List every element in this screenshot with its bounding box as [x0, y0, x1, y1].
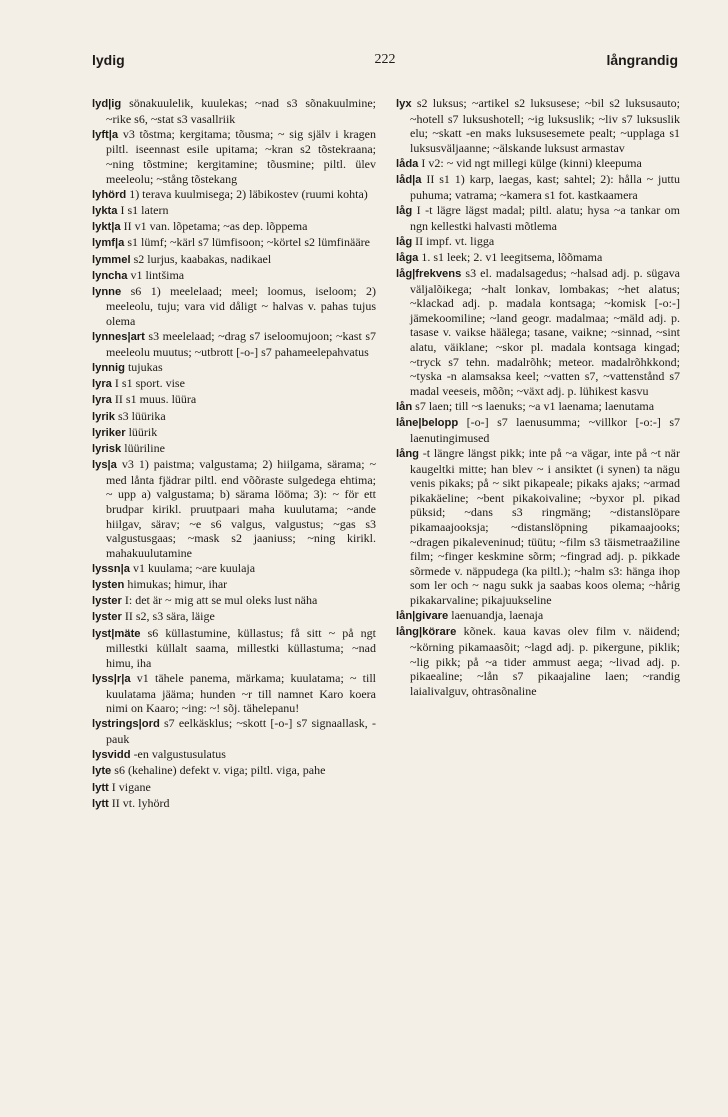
entry-headword: lyhörd: [92, 188, 127, 201]
entry-headword: lyra: [92, 378, 112, 391]
entry-definition: s3 el. madalsagedus; ~halsad adj. p. sügava väljalõikega; ~halt lonkav, lombakas; ~het alatus; ~klackad adj. p. madala kontsaga; ~komisk [-o:-] jämekoomiline; ~land geogr. madalmaa; ~mäld adj. p. tasase v. vaikse häälega; tasane, vaikne; ~sinnad, ~sint alatu, väiklane; ~skor pl. madala kontsaga kingad; ~tryck s7 tehn. madalrõhk; meteor. madalrõhkkond; ~tyska -n alamsaksa keel; ~vatten s7, ~vattenstånd s7 madal veeseis, mõõn; ~växt adj. p. lühikest kasvu: [410, 266, 680, 398]
dictionary-entry: [396, 266, 680, 398]
entry-headword: lyte: [92, 765, 112, 778]
header-first-headword: lydig: [92, 52, 125, 68]
entry-definition: s3 lüürika: [115, 408, 166, 423]
entry-definition: I s1 sport. vise: [111, 376, 185, 391]
entry-headword: lyst|mäte: [92, 627, 141, 640]
dictionary-entry: [396, 399, 680, 415]
page-header: [92, 52, 678, 72]
entry-definition: s2 lurjus, kaabakas, nadikael: [130, 251, 272, 266]
entry-definition: s6 (kehaline) defekt v. viga; piltl. viga, pahe: [111, 763, 326, 778]
entry-definition: [-o-] s7 laenusumma; ~villkor [-o:-] s7 laenutingimused: [410, 415, 680, 445]
entry-definition: lüüriline: [121, 440, 165, 455]
entry-headword: låga: [396, 251, 419, 264]
dictionary-entry: [92, 626, 376, 671]
dictionary-entry: [92, 187, 376, 203]
dictionary-entry: [396, 415, 680, 445]
entry-headword: lyra: [92, 394, 112, 407]
entry-headword: lång: [396, 448, 419, 460]
dictionary-entry: [92, 577, 376, 593]
entry-definition: II s1 muus. lüüra: [111, 392, 197, 407]
dictionary-entry: [92, 409, 376, 425]
entry-definition: s3 meelelaad; ~drag s7 iseloomujoon; ~kast s7 meeleolu muutus; ~utbrott [-o-] s7 pahameelepahvatus: [106, 329, 376, 359]
dictionary-entry: [92, 780, 376, 796]
dictionary-entry: [92, 284, 376, 329]
entry-headword: lyft|a: [92, 128, 119, 141]
entry-definition: v3 tõstma; kergitama; tõusma; ~ sig själv i kragen piltl. iseennast esile upitama; ~kran s2 tõstekraana; ~ning tõstmine; kergitamine; tõusmine; piltl. ülev meeleolu; ~stång tõstekang: [106, 126, 376, 186]
entry-headword: lynnig: [92, 362, 125, 375]
entry-definition: v3 1) paistma; valgustama; 2) hiilgama, särama; ~ med lånta fjädrar piltl. end võõraste sulgedega ehtima; ~ upp a) valgustama; b) särama lööma; 3): ~ för ett brudpar kirikl. pruutpaari maha kuulutama; ~ande hiilgav, särav; ~e s6 valgus, valgustus; ~gas s3 valgustusgaas; ~mask s2 jaaniuss; ~ning kirikl. mahakuulutamine: [106, 457, 376, 560]
entry-definition: I s1 latern: [117, 202, 169, 217]
entry-headword: låd|a: [396, 174, 422, 187]
entry-definition: II s2, s3 sära, läige: [121, 609, 215, 624]
entry-definition: tujukas: [124, 360, 163, 375]
dictionary-entry: [92, 392, 376, 408]
dictionary-entry: [92, 219, 376, 235]
entry-definition: s1 lümf; ~kärl s7 lümfisoon; ~körtel s2 lümfinääre: [124, 235, 370, 250]
entry-definition: II impf. vt. ligga: [412, 233, 495, 248]
dictionary-entry: [396, 203, 680, 233]
entry-headword: lång|körare: [396, 626, 457, 639]
dictionary-entry: [396, 156, 680, 172]
entry-definition: -t längre längst pikk; inte på ~a vägar, inte på ~t när kaugeltki mitte; han blev ~ i ansiktet (i synen) ta nägu venis pikaks; på ~ sikt pikapeale; pikaks ajaks; ~armad pikakäeline; ~bent pikakoivaline; ~byxor pl. pikad püksid; ~dans s3 ringmäng; ~distanslöpare pikamaajooksja; ~distanslöpning pikamaajooks; ~dragen pikaleveninud; tüütu; ~film s3 täismetraažiline film; ~finger keskmine sõrm; ~fingrad adj. p. pikkade sõrmede v. näppudega (ka piltl.); ~halm s3: hänga ihop som ler och ~ nagu sukk ja saabas koos olema; ~hårig pikakarvaline; pikajuukseline: [410, 446, 680, 607]
entry-headword: lyster: [92, 595, 122, 608]
entry-headword: lystrings|ord: [92, 718, 160, 731]
entry-headword: lyssn|a: [92, 562, 130, 575]
dictionary-entry: [92, 203, 376, 219]
entry-headword: lyrisk: [92, 442, 122, 455]
entry-definition: s7 laen; till ~s laenuks; ~a v1 laenama; laenutama: [412, 399, 655, 414]
right-column: [396, 96, 680, 699]
entry-headword: lynnes|art: [92, 331, 145, 344]
dictionary-entry: [92, 360, 376, 376]
dictionary-entry: [92, 96, 376, 126]
dictionary-entry: [92, 747, 376, 763]
dictionary-entry: [92, 376, 376, 392]
entry-headword: lynne: [92, 285, 122, 298]
entry-definition: I -t lägre lägst madal; piltl. alatu; hysa ~a tankar om ngn kellestki halvasti mõtlema: [410, 202, 680, 233]
entry-headword: lymf|a: [92, 237, 125, 250]
entry-definition: s2 luksus; ~artikel s2 luksusese; ~bil s2 luksusauto; ~hotell s7 luksushotell; ~ig luksuslik; ~liv s7 luksuslik elu; ~skatt -en maks luksusesemete pealt; ~upplaga s1 luksusväljaanne; ~älskande luksust armastav: [410, 96, 680, 155]
entry-headword: lyss|r|a: [92, 673, 131, 686]
entry-definition: lüürik: [125, 424, 158, 439]
dictionary-entry: [92, 561, 376, 577]
entry-headword: lyrik: [92, 410, 116, 423]
entry-definition: s6 1) meelelaad; meel; loomus, iseloom; 2) meeleolu, tuju; vara vid dåligt ~ halvas v. pahas tujus olema: [106, 283, 376, 329]
dictionary-entry: [92, 609, 376, 625]
entry-headword: lykta: [92, 204, 118, 217]
dictionary-entry: [92, 268, 376, 284]
dictionary-entry: [92, 425, 376, 441]
dictionary-entry: [92, 441, 376, 457]
dictionary-entry: [92, 329, 376, 359]
dictionary-entry: [396, 250, 680, 266]
entry-headword: lyd|ig: [92, 98, 122, 110]
entry-definition: sönakuulelik, kuulekas; ~nad s3 sõnakuulmine; ~rike s6, ~stat s3 vasallriik: [106, 96, 376, 126]
dictionary-entry: [396, 446, 680, 608]
dictionary-entry: [92, 671, 376, 716]
entry-headword: lytt: [92, 797, 109, 810]
entry-definition: s6 küllastumine, küllastus; få sitt ~ på ngt millestki küllalt saama, millestki küllastuma; ~nad himu, iha: [106, 625, 376, 670]
entry-definition: I v2: ~ vid ngt millegi külge (kinni) kleepuma: [418, 155, 642, 170]
entry-headword: lyncha: [92, 269, 128, 282]
entry-definition: kõnek. kaua kavas olev film v. näidend; ~körning pikamaasõit; ~lagd adj. p. pikergune, piklik; ~lig pikk; på ~a tider ammust aega; ~livad adj. p. pikaealine; ~lån s7 pikaajaline laen; ~randig laialivalguv, ohtrasõnaline: [410, 624, 680, 698]
dictionary-entry: [92, 252, 376, 268]
dictionary-entry: [92, 593, 376, 609]
header-last-headword: långrandig: [606, 52, 678, 68]
entry-headword: lytt: [92, 781, 109, 794]
dictionary-entry: [396, 624, 680, 698]
entry-headword: lysvidd: [92, 749, 131, 762]
entry-definition: 1) terava kuulmisega; 2) läbikostev (ruumi kohta): [126, 186, 368, 201]
dictionary-entry: [396, 608, 680, 624]
entry-definition: s7 eelkäsklus; ~skott [-o-] s7 signaallask, -pauk: [106, 716, 376, 746]
dictionary-entry: [92, 457, 376, 560]
entry-headword: lymmel: [92, 253, 131, 266]
entry-definition: laenuandja, laenaja: [448, 608, 544, 623]
entry-headword: lykt|a: [92, 221, 121, 234]
entry-headword: låg: [396, 204, 413, 217]
entry-headword: lyx: [396, 98, 412, 110]
entry-headword: lyster: [92, 611, 122, 624]
dictionary-entry: [92, 127, 376, 186]
entry-headword: låg: [396, 235, 413, 248]
entry-headword: lysten: [92, 579, 125, 592]
dictionary-entry: [92, 235, 376, 251]
entry-definition: v1 kuulama; ~are kuulaja: [129, 560, 256, 575]
entry-definition: II vt. lyhörd: [108, 795, 170, 810]
entry-headword: lån: [396, 401, 413, 414]
entry-definition: 1. s1 leek; 2. v1 leegitsema, lõõmama: [418, 249, 603, 264]
dictionary-entry: [396, 172, 680, 202]
dictionary-entry: [396, 234, 680, 250]
entry-headword: lån|givare: [396, 610, 449, 623]
dictionary-entry: [92, 763, 376, 779]
entry-headword: låg|frekvens: [396, 268, 462, 281]
entry-definition: II s1 1) karp, laegas, kast; sahtel; 2): hålla ~ juttu puhuma; vatrama; ~kamera s1 fot. kastkaamera: [410, 172, 680, 202]
entry-headword: lys|a: [92, 459, 117, 472]
entry-headword: lyriker: [92, 426, 126, 439]
page-number: 222: [374, 52, 396, 67]
entry-definition: I: det är ~ mig att se mul oleks lust näha: [121, 593, 318, 608]
dictionary-entry: [92, 716, 376, 746]
entry-definition: himukas; himur, ihar: [124, 577, 228, 592]
entry-definition: -en valgustusulatus: [130, 747, 226, 762]
entry-definition: II v1 van. lõpetama; ~as dep. lõppema: [120, 219, 308, 234]
entry-definition: I vigane: [108, 779, 151, 794]
entry-definition: v1 lintšima: [127, 267, 185, 282]
dictionary-entry: [396, 96, 680, 155]
entry-headword: låne|belopp: [396, 417, 459, 430]
entry-headword: låda: [396, 157, 419, 170]
dictionary-entry: [92, 796, 376, 812]
left-column: [92, 96, 376, 812]
entry-definition: v1 tähele panema, märkama; kuulatama; ~ till kuulatama jääma; hunden ~r till namnet Karo koera nimi on Kaaro; ~ing: ~! sõj. tähelepanu!: [106, 671, 376, 716]
